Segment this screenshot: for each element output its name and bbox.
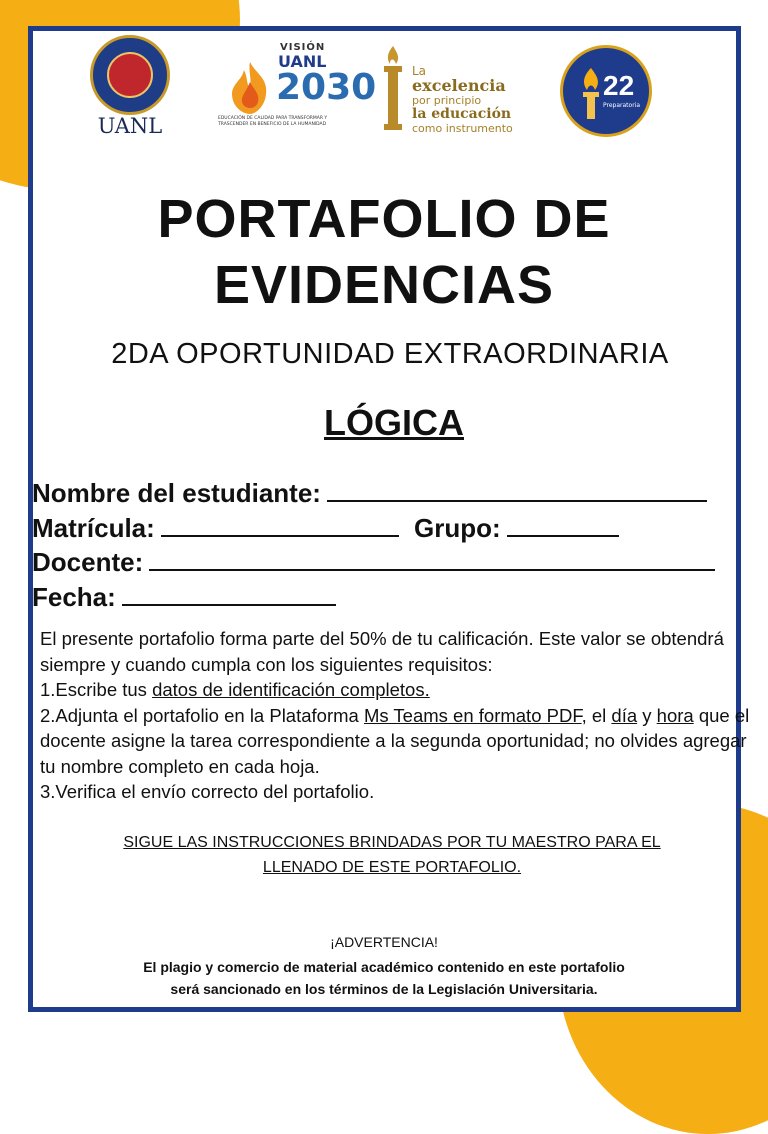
item2-platform: Ms Teams en formato PDF [363, 704, 582, 726]
item1-text: 1.Escribe tus [40, 679, 153, 700]
fecha-field [32, 582, 336, 613]
item1-underlined: datos de identificación completos. [152, 679, 430, 700]
student-name-field [32, 478, 707, 509]
excelencia-line-2: excelencia [412, 76, 506, 95]
vision-uanl-text: UANL [278, 52, 327, 71]
item2-rest: que el docente asigne la tarea correspondiente a la segunda oportunidad; no olvides agregar tu nombre completo en cada hoja. [40, 704, 750, 777]
seal-center [107, 52, 153, 98]
prepa-number: 22 [603, 70, 635, 101]
vision-top-text: VISIÓN [280, 42, 326, 53]
instructions-block [40, 626, 750, 805]
item2-y: y [637, 704, 657, 726]
excelencia-line-3: por principio [412, 94, 482, 107]
item2-dia: día [611, 704, 638, 726]
matricula-field [32, 513, 619, 544]
excelencia-line-5: como instrumento [412, 122, 513, 135]
docente-field [32, 547, 715, 578]
notice-block [0, 830, 768, 880]
prepa-torch-icon [577, 66, 605, 122]
warning-text [0, 956, 768, 1000]
vision-2030-logo [218, 42, 377, 142]
item2-text: 2.Adjunta el portafolio en la Plataforma [40, 704, 364, 726]
subject-heading: LÓGICA [324, 402, 464, 443]
instruction-item-3: 3.Verifica el envío correcto del portafolio. [40, 781, 375, 802]
instructions-intro: El presente portafolio forma parte del 50% de tu calificación. Este valor se obtendrá siempre y cuando cumpla con los siguientes requisitos: [40, 628, 724, 675]
title-line-2: EVIDENCIAS [213, 255, 555, 315]
student-name-blank [327, 478, 707, 502]
document-title [0, 186, 768, 318]
prepa-label: Preparatoria [603, 102, 641, 109]
flame-icon [222, 60, 278, 116]
title-line-1: PORTAFOLIO DE [157, 189, 611, 249]
warning-line-2: será sancionado en los términos de la Legislación Universitaria. [170, 981, 598, 997]
excelencia-line-4: la educación [412, 106, 512, 122]
student-name-label: Nombre del estudiante: [32, 478, 321, 508]
notice-line-2: LLENADO DE ESTE PORTAFOLIO. [262, 859, 522, 876]
notice-line-1: SIGUE LAS INSTRUCCIONES BRINDADAS POR TU MAESTRO PARA EL [123, 834, 661, 851]
matricula-blank [161, 513, 399, 537]
item2-hora: hora [656, 704, 694, 726]
fecha-blank [122, 582, 336, 606]
instruction-item-1 [40, 677, 750, 703]
grupo-label: Grupo: [414, 513, 501, 543]
warning-line-1: El plagio y comercio de material académico contenido en este portafolio [143, 959, 625, 975]
matricula-label: Matrícula: [32, 513, 155, 543]
grupo-blank [507, 513, 619, 537]
instruction-item-2 [40, 703, 750, 780]
warning-title: ¡ADVERTENCIA! [330, 934, 438, 950]
docente-label: Docente: [32, 547, 144, 577]
torch-icon [378, 44, 408, 132]
uanl-label: UANL [97, 114, 163, 138]
preparatoria-22-logo [560, 45, 652, 137]
vision-year-text: 2030 [276, 67, 377, 108]
uanl-seal-logo [90, 35, 170, 115]
excelencia-line-1: La [412, 64, 427, 78]
excelencia-logo [378, 44, 528, 134]
header-logos [0, 0, 768, 150]
item2-sep: , el [581, 704, 612, 726]
document-subtitle: 2DA OPORTUNIDAD EXTRAORDINARIA [111, 338, 669, 370]
docente-blank [149, 547, 715, 571]
fecha-label: Fecha: [32, 582, 116, 612]
vision-tagline: EDUCACIÓN DE CALIDAD PARA TRANSFORMAR Y TRASCENDER EN BENEFICIO DE LA HUMANIDAD [218, 116, 328, 127]
